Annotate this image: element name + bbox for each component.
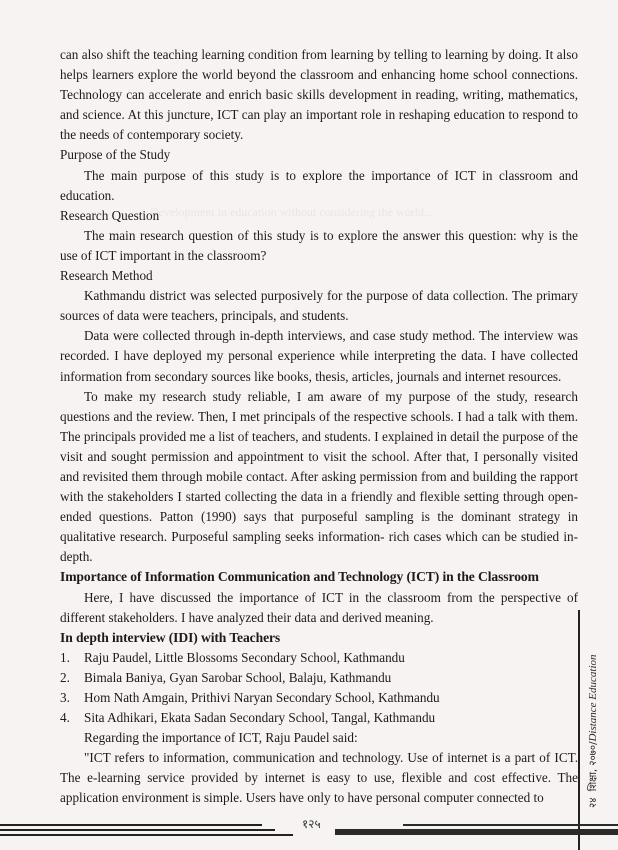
ict-importance-paragraph: Here, I have discussed the importance of ICT in the classroom from the perspective of different stakeholders. I have analyzed their data and derived meaning. — [60, 589, 578, 625]
list-item — [60, 708, 578, 728]
footer-rule-thick — [335, 829, 618, 835]
research-method-heading: Research Method — [60, 268, 153, 284]
page-number: १२५ — [302, 817, 321, 831]
intro-paragraph: can also shift the teaching learning condition from learning by telling to learning by doing. It also helps learners explore the world beyond the classroom and enhancing home school connections. Technology can accelerate and enrich basic skills development in reading, writing, mathematics, and science. At this juncture, ICT can play an important role in reshaping education to respond to the needs of contemporary society. — [60, 47, 578, 143]
footer-rule — [0, 829, 275, 831]
list-number: 3. — [60, 690, 70, 705]
footer-rules-left — [0, 812, 295, 842]
idi-heading: In depth interview (IDI) with Teachers — [60, 629, 281, 645]
research-question-paragraph: The main research question of this study is to explore the answer this question: why is the use of ICT important in the classroom? — [60, 227, 578, 263]
method-paragraph-3: To make my research study reliable, I am aware of my purpose of the study, research questions and the review. Then, I met principals of the respective schools. I had a talk with them. The principals provided me a list of teachers, and students. I explained in detail the purpose of the visit and sought permission and appointment to visit the school. After that, I personally visited and revisited them through mobile contact. After asking permission from and building the rapport with the stakeholders I started collecting the data in a friendly and flexible setting through open-ended questions. Patton (1990) says that purposeful sampling is the dominant strategy in qualitative research. Purposeful sampling seeks information- rich cases which can be studied in-depth. — [60, 388, 578, 565]
footer-rule — [0, 824, 262, 826]
quote-lead-in: Regarding the importance of ICT, Raju Paudel said: — [84, 730, 358, 746]
article-body — [60, 45, 578, 809]
method-paragraph-2: Data were collected through in-depth interviews, and case study method. The interview was recorded. I have deployed my personal experience while interpreting the data. I have collected information from secondary sources like books, thesis, articles, journals and internet resources. — [60, 328, 578, 384]
purpose-heading: Purpose of the Study — [60, 147, 171, 163]
list-text: Raju Paudel, Little Blossoms Secondary School, Kathmandu — [84, 649, 405, 665]
footer-rule — [0, 834, 293, 836]
method-paragraph-1: Kathmandu district was selected purposively for the purpose of data collection. The primary sources of data were teachers, principals, and students. — [60, 288, 578, 324]
list-text: Bimala Baniya, Gyan Sarobar School, Balaju, Kathmandu — [84, 669, 392, 685]
list-number: 2. — [60, 669, 70, 685]
list-item — [60, 648, 578, 668]
running-head-english: Distance Education — [587, 654, 599, 742]
list-text: Hom Nath Amgain, Prithivi Naryan Secondary School, Kathmandu — [84, 690, 440, 705]
list-number: 4. — [60, 710, 70, 726]
interviewee-list — [60, 648, 578, 728]
journal-running-head — [585, 654, 599, 808]
list-item — [60, 668, 578, 688]
running-head-journal: शिक्षा, २०७०/ — [588, 741, 599, 792]
interview-quote: "ICT refers to information, communication and technology. Use of internet is a part of ICT. The e-learning service provided by internet is easy to use, flexible and cost effective. The application environment is simple. Users have only to have personal computer connected to — [60, 750, 578, 806]
footer-rule — [403, 824, 618, 826]
list-item — [60, 688, 578, 708]
purpose-paragraph: The main purpose of this study is to explore the importance of ICT in classroom and education. — [60, 167, 578, 203]
list-number: 1. — [60, 649, 70, 665]
ict-importance-heading: Importance of Information Communication and Technology (ICT) in the Classroom — [60, 569, 539, 585]
research-question-heading: Research Question — [60, 207, 160, 223]
footer-rules-right — [333, 812, 618, 842]
running-head-number: २४ — [588, 797, 599, 808]
list-text: Sita Adhikari, Ekata Sadan Secondary School, Tangal, Kathmandu — [84, 710, 436, 726]
